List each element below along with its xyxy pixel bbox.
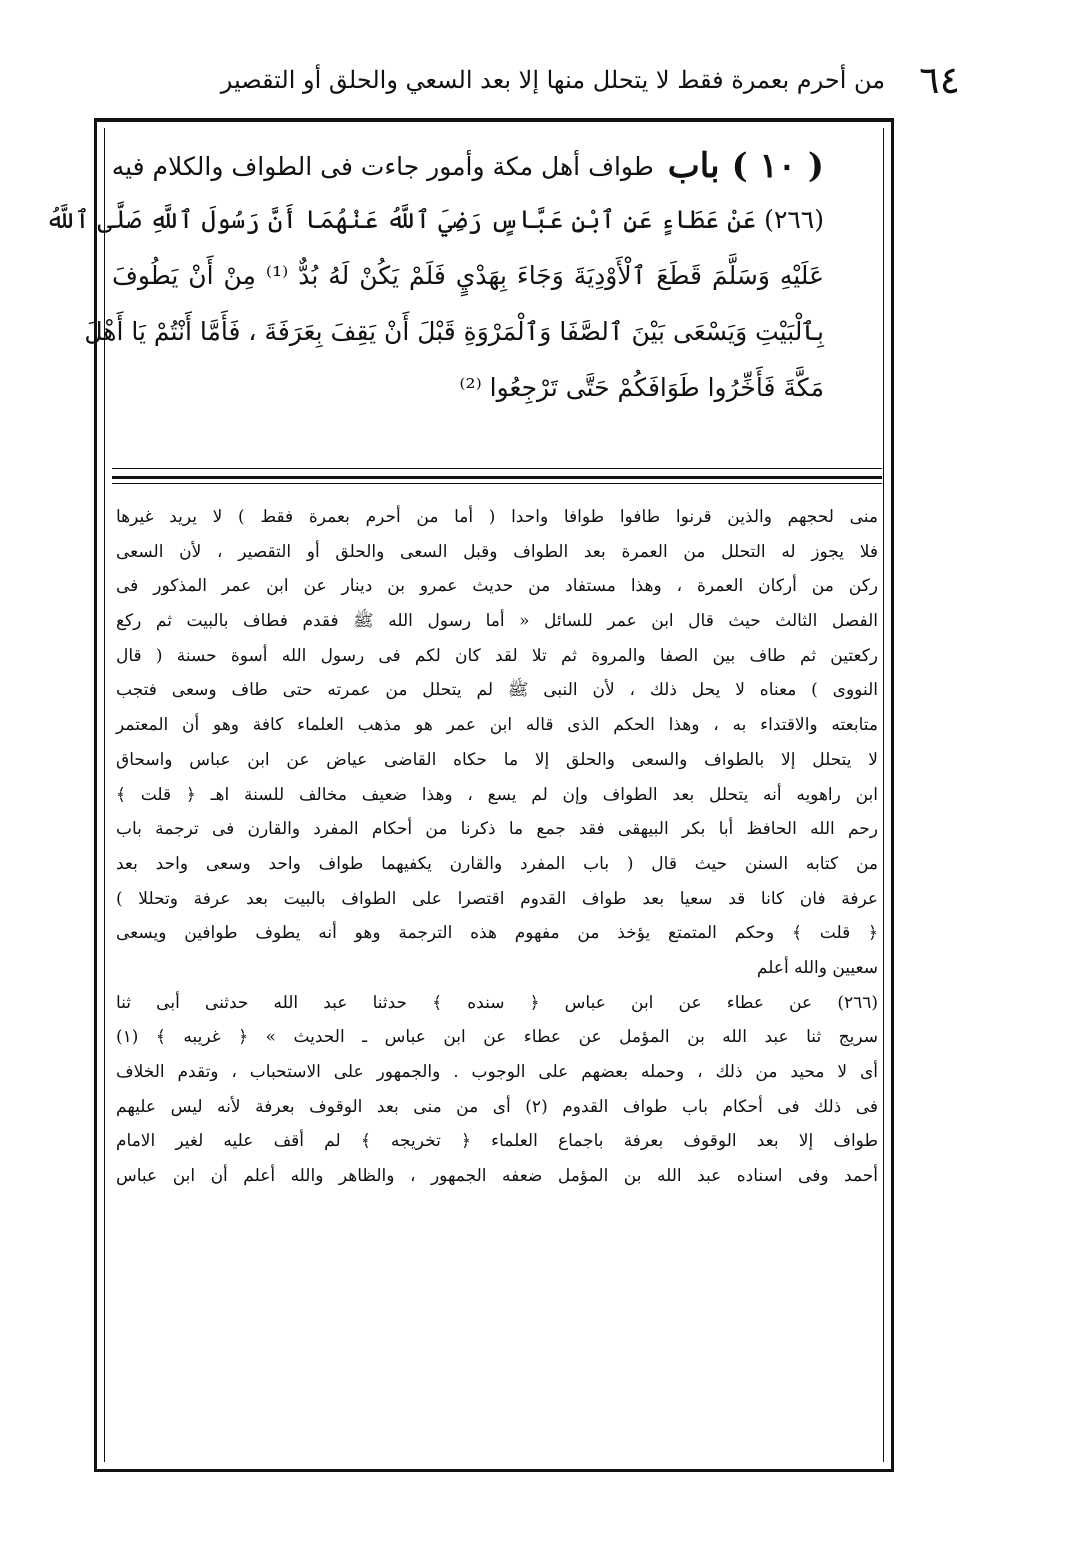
commentary-line: رحم الله الحافظ أبا بكر البيهقى فقد جمع ما ذكرنا من أحكام المفرد والقارن فى ترجمة باب bbox=[116, 819, 878, 840]
commentary-line: النووى ) معناه لا يحل ذلك ، لأن النبى ﷺ لم يتحلل من عمرته حتى طاف وسعى فتجب bbox=[116, 680, 878, 701]
commentary-line: فى ذلك فى أحكام باب طواف القدوم (٢) أى من منى بعد الوقوف بعرفة لأنه ليس عليهم bbox=[116, 1096, 879, 1117]
commentary-line: ركعتين ثم طاف بين الصفا والمروة ثم تلا لقد كان لكم فى رسول الله أسوة حسنة ( قال bbox=[116, 645, 878, 666]
commentary-line: (٢٦٦) عن عطاء عن ابن عباس ﴿ سنده ﴾ حدثنا عبد الله حدثنى أبى ثنا bbox=[116, 992, 878, 1013]
chapter-word: باب bbox=[667, 146, 720, 186]
hadith-line: عَلَيْهِ وَسَلَّمَ قَطَعَ ٱلْأَوْدِيَةَ وَجَاءَ بِهَدْيٍ فَلَمْ يَكُنْ لَهُ بُدٌّ ⁽¹⁾ مِنْ أَنْ يَطُوفَ bbox=[112, 261, 824, 290]
commentary-line: من كتابه السنن حيث قال ( باب المفرد والقارن يكفيهما طواف واحد وسعى واحد بعد bbox=[116, 853, 878, 874]
commentary-line: ابن راهويه أنه يتحلل بعد الطواف وإن لم يسع ، وهذا ضعيف مخالف للسنة اهـ ﴿ قلت ﴾ bbox=[116, 784, 878, 805]
commentary-line: سعيين والله أعلم bbox=[756, 957, 878, 978]
commentary-line: منى لحجهم والذين قرنوا طافوا طوافا واحدا ( أما من أحرم بعمرة فقط ) لا يريد غيرها bbox=[116, 507, 878, 527]
commentary-line: لا يتحلل إلا بالطواف والسعى والحلق إلا ما حكاه القاضى عياض عن ابن عباس واسحاق bbox=[116, 749, 878, 770]
hadith-section bbox=[45, 140, 824, 416]
section-divider-thick bbox=[112, 476, 882, 479]
commentary-line: أحمد وفى اسناده عبد الله بن المؤمل ضعفه الجمهور ، والظاهر والله أعلم أن ابن عباس bbox=[116, 1166, 878, 1187]
commentary-line: الفصل الثالث حيث قال ابن عمر للسائل « أما رسول الله ﷺ فقدم فطاف بالبيت ثم ركع bbox=[116, 611, 878, 632]
commentary-section bbox=[116, 500, 878, 1194]
commentary-line: فلا يجوز له التحلل من العمرة بعد الطواف وقبل السعى والحلق أو التقصير ، لأن السعى bbox=[116, 541, 878, 562]
hadith-line: (٢٦٦) عَنْ عَطَاءٍ عَنِ ٱبْنِ عَبَّاسٍ رَضِيَ ٱللَّهُ عَنْهُمَا أَنَّ رَسُولَ ٱللَّهِ صَلَّى ٱللَّهُ bbox=[45, 205, 824, 234]
chapter-heading bbox=[112, 140, 824, 192]
page-number: ٦٤ bbox=[919, 58, 960, 102]
hadith-line: بِٱلْبَيْتِ وَيَسْعَى بَيْنَ ٱلصَّفَا وَٱلْمَرْوَةِ قَبْلَ أَنْ يَقِفَ بِعَرَفَةَ ، فَأَمَّا أَنْتُمْ يَا أَهْلَ bbox=[84, 317, 824, 346]
hadith-line: مَكَّةَ فَأَخِّرُوا طَوَافَكُمْ حَتَّى تَرْجِعُوا ⁽²⁾ bbox=[459, 373, 824, 402]
section-divider-thin bbox=[112, 483, 882, 484]
commentary-line: أى لا محيد من ذلك ، وحمله بعضهم على الوجوب . والجمهور على الاستحباب ، وتقدم الخلاف bbox=[116, 1062, 878, 1082]
commentary-line: ركن من أركان العمرة ، وهذا مستفاد من حديث عمرو بن دينار عن ابن عمر المذكور فى bbox=[116, 576, 878, 597]
commentary-line: عرفة فان كانا قد سعيا بعد طواف القدوم اقتصرا على الطواف بالبيت بعد عرفة وتحللا ) bbox=[116, 888, 878, 909]
commentary-line: سريج ثنا عبد الله بن المؤمل عن عطاء عن ابن عباس ـ الحديث » ﴿ غريبه ﴾ (١) bbox=[116, 1027, 878, 1048]
commentary-line: متابعته والاقتداء به ، وهذا الحكم الذى قاله ابن عمر هو مذهب العلماء كافة وهو أن المعتمر bbox=[116, 715, 878, 736]
chapter-number: ( ١٠ ) bbox=[731, 146, 824, 186]
chapter-title: طواف أهل مكة وأمور جاءت فى الطواف والكلام فيه bbox=[111, 151, 654, 181]
page-header bbox=[140, 52, 960, 108]
commentary-line: طواف إلا بعد الوقوف بعرفة باجماع العلماء ﴿ تخريجه ﴾ لم أقف عليه لغير الامام bbox=[116, 1131, 878, 1152]
running-title: من أحرم بعمرة فقط لا يتحلل منها إلا بعد السعي والحلق أو التقصير bbox=[220, 66, 886, 94]
commentary-line: ﴿ قلت ﴾ وحكم المتمتع يؤخذ من مفهوم هذه الترجمة وهو أنه يطوف طوافين ويسعى bbox=[116, 923, 878, 944]
section-divider-thin bbox=[112, 468, 882, 469]
